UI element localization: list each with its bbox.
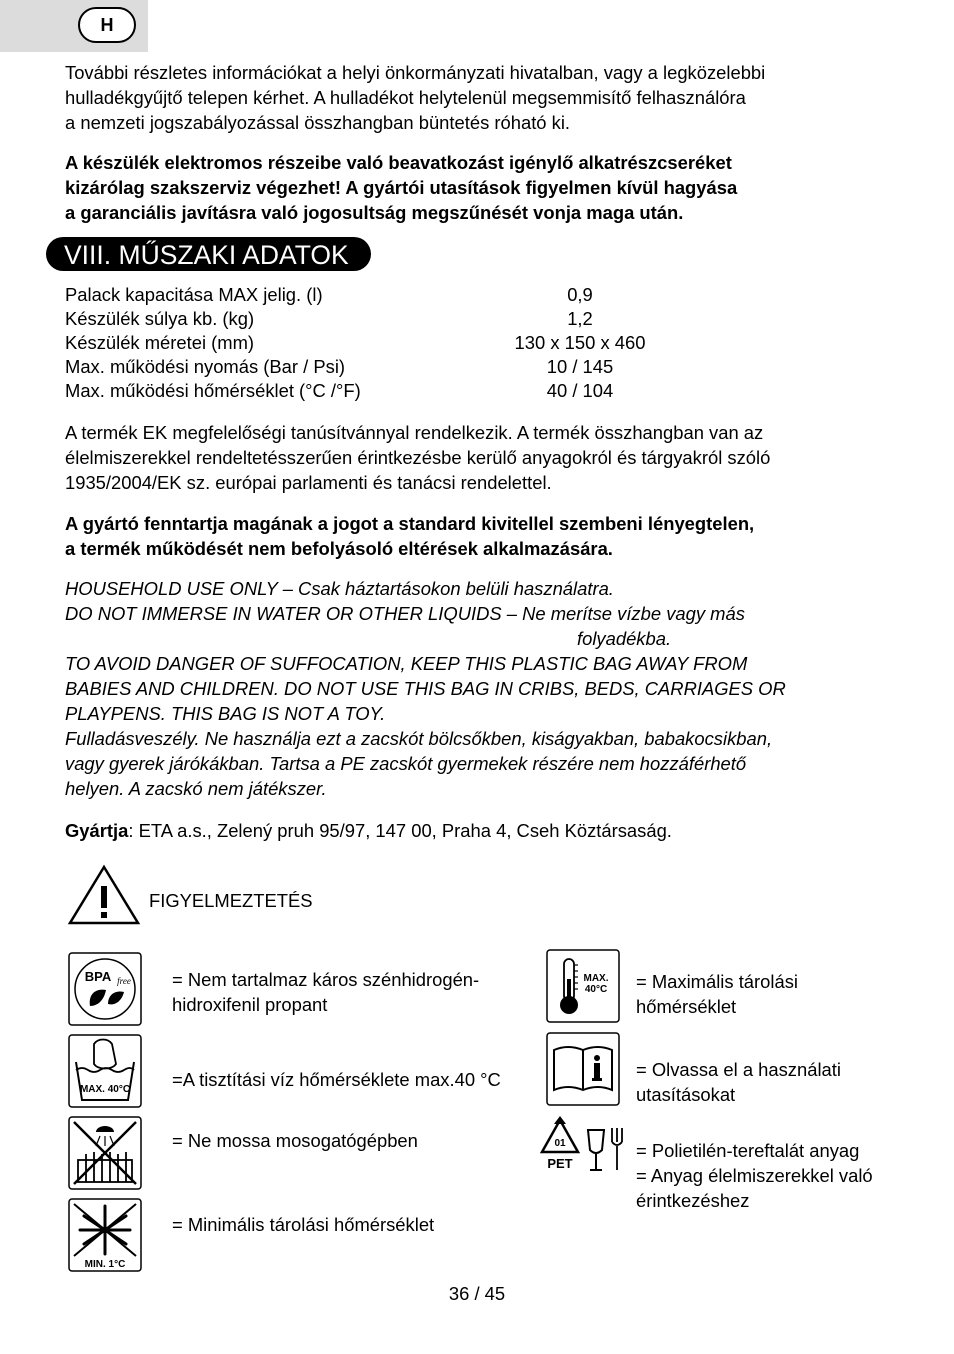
min-storage-temp-icon (68, 1198, 142, 1272)
spec-row (65, 356, 685, 380)
manufacturer-reserve-paragraph (65, 511, 905, 561)
paragraph-line: folyadékba. (577, 628, 672, 649)
paragraph-line: További részletes információkat a helyi önkormányzati hivatalban, vagy a legközelebbi (65, 62, 766, 83)
spec-label: Készülék méretei (mm) (65, 332, 255, 353)
paragraph-line: BABIES AND CHILDREN. DO NOT USE THIS BAG IN CRIBS, BEDS, CARRIAGES OR (65, 678, 786, 699)
spec-value: 0,9 (567, 284, 593, 305)
bpa-free-description: = Nem tartalmaz káros szénhidrogén- hidroxifenil propant (172, 969, 480, 1015)
paragraph-line: kizárólag szakszerviz végezhet! A gyártói utasítások figyelmen kívül hagyása (65, 177, 738, 198)
spec-row (65, 380, 685, 404)
paragraph-line: hulladékgyűjtő telepen kérhet. A hulladékot helytelenül megsemmisítő felhasználóra (65, 87, 746, 108)
manufacturer-line (65, 818, 905, 843)
paragraph-line: a termék működését nem befolyásoló eltérések alkalmazására. (65, 538, 613, 559)
paragraph-line: helyen. A zacskó nem játékszer. (65, 778, 327, 799)
warning-triangle-icon (68, 864, 140, 926)
max-storage-temp-description: = Maximális tárolási hőmérséklet (636, 971, 798, 1017)
paragraph-line: A készülék elektromos részeibe való beavatkozást igénylő alkatrészcseréket (65, 152, 732, 173)
paragraph-line: vagy gyerek járókákban. Tartsa a PE zacskót gyermekek részére nem hozzáférhető (65, 753, 747, 774)
no-dishwasher-icon (68, 1116, 142, 1190)
spec-label: Max. működési nyomás (Bar / Psi) (65, 356, 346, 377)
spec-row (65, 284, 685, 308)
pet-food-contact-icon (536, 1116, 628, 1178)
free-text: free (117, 976, 131, 986)
paragraph-line: TO AVOID DANGER OF SUFFOCATION, KEEP THIS PLASTIC BAG AWAY FROM (65, 653, 748, 674)
spec-value: 10 / 145 (546, 356, 614, 377)
wash-temperature-icon (68, 1034, 142, 1108)
read-manual-description: = Olvassa el a használati utasításokat (636, 1059, 841, 1105)
paragraph-line: DO NOT IMMERSE IN WATER OR OTHER LIQUIDS – Ne merítse vízbe vagy más (65, 603, 745, 624)
max-temp-badge-top: MAX. (583, 973, 609, 984)
paragraph-line: élelmiszerekkel rendeltetésszerűen érintkezésbe kerülő anyagokról és tárgyakról szóló (65, 447, 771, 468)
spec-row (65, 308, 685, 332)
paragraph-line: Fulladásveszély. Ne használja ezt a zacskót bölcsőkben, kiságyakban, babakocsikban, (65, 728, 773, 749)
pet-food-contact-description: = Polietilén-tereftalát anyag = Anyag élelmiszerekkel való érintkezéshez (636, 1140, 873, 1211)
paragraph-line: a nemzeti jogszabályozással összhangban büntetés róható ki. (65, 112, 571, 133)
service-warning-paragraph (65, 150, 905, 225)
paragraph-line: a garanciális javításra való jogosultság megszűnését vonja maga után. (65, 202, 684, 223)
disposal-info-paragraph (65, 60, 905, 135)
manufacturer-label: Gyártja (65, 820, 129, 841)
spec-label: Max. működési hőmérséklet (°C /°F) (65, 380, 361, 401)
language-badge: H (78, 7, 136, 43)
wash-temp-badge: MAX. 40°C (79, 1084, 131, 1095)
paragraph-line: A gyártó fenntartja magának a jogot a standard kivitellel szembeni lényegtelen, (65, 513, 755, 534)
min-temp-badge: MIN. 1°C (84, 1259, 126, 1270)
spec-label: Készülék súlya kb. (kg) (65, 308, 255, 329)
section-title: VIII. MŰSZAKI ADATOK (46, 237, 371, 271)
max-storage-temp-icon (546, 949, 620, 1023)
warning-label: FIGYELMEZTETÉS (149, 890, 313, 911)
paragraph-line: A termék EK megfelelőségi tanúsítvánnyal rendelkezik. A termék összhangban van az (65, 422, 764, 443)
read-manual-icon (546, 1032, 620, 1106)
manufacturer-address: : ETA a.s., Zelený pruh 95/97, 147 00, Praha 4, Cseh Köztársaság. (128, 820, 672, 841)
bpa-free-icon (68, 952, 142, 1026)
page-number: 36 / 45 (448, 1283, 506, 1304)
wash-temperature-description: =A tisztítási víz hőmérséklete max.40 °C (172, 1069, 501, 1090)
spec-label: Palack kapacitása MAX jelig. (l) (65, 284, 323, 305)
min-storage-temp-description: = Minimális tárolási hőmérséklet (172, 1214, 435, 1235)
pet-code: 01 (554, 1138, 566, 1149)
paragraph-line: 1935/2004/EK sz. európai parlamenti és tanácsi rendelettel. (65, 472, 552, 493)
spec-row (65, 332, 685, 356)
pet-badge: PET (547, 1156, 573, 1171)
spec-value: 1,2 (567, 308, 593, 329)
max-temp-badge-bottom: 40°C (584, 984, 608, 995)
conformity-paragraph (65, 420, 905, 495)
safety-notice-paragraph (65, 576, 905, 801)
paragraph-line: HOUSEHOLD USE ONLY – Csak háztartásokon belüli használatra. (65, 578, 614, 599)
spec-value: 130 x 150 x 460 (514, 332, 646, 353)
bpa-text: BPA (84, 969, 112, 984)
paragraph-line: PLAYPENS. THIS BAG IS NOT A TOY. (65, 703, 386, 724)
no-dishwasher-description: = Ne mossa mosogatógépben (172, 1130, 418, 1151)
spec-value: 40 / 104 (546, 380, 614, 401)
